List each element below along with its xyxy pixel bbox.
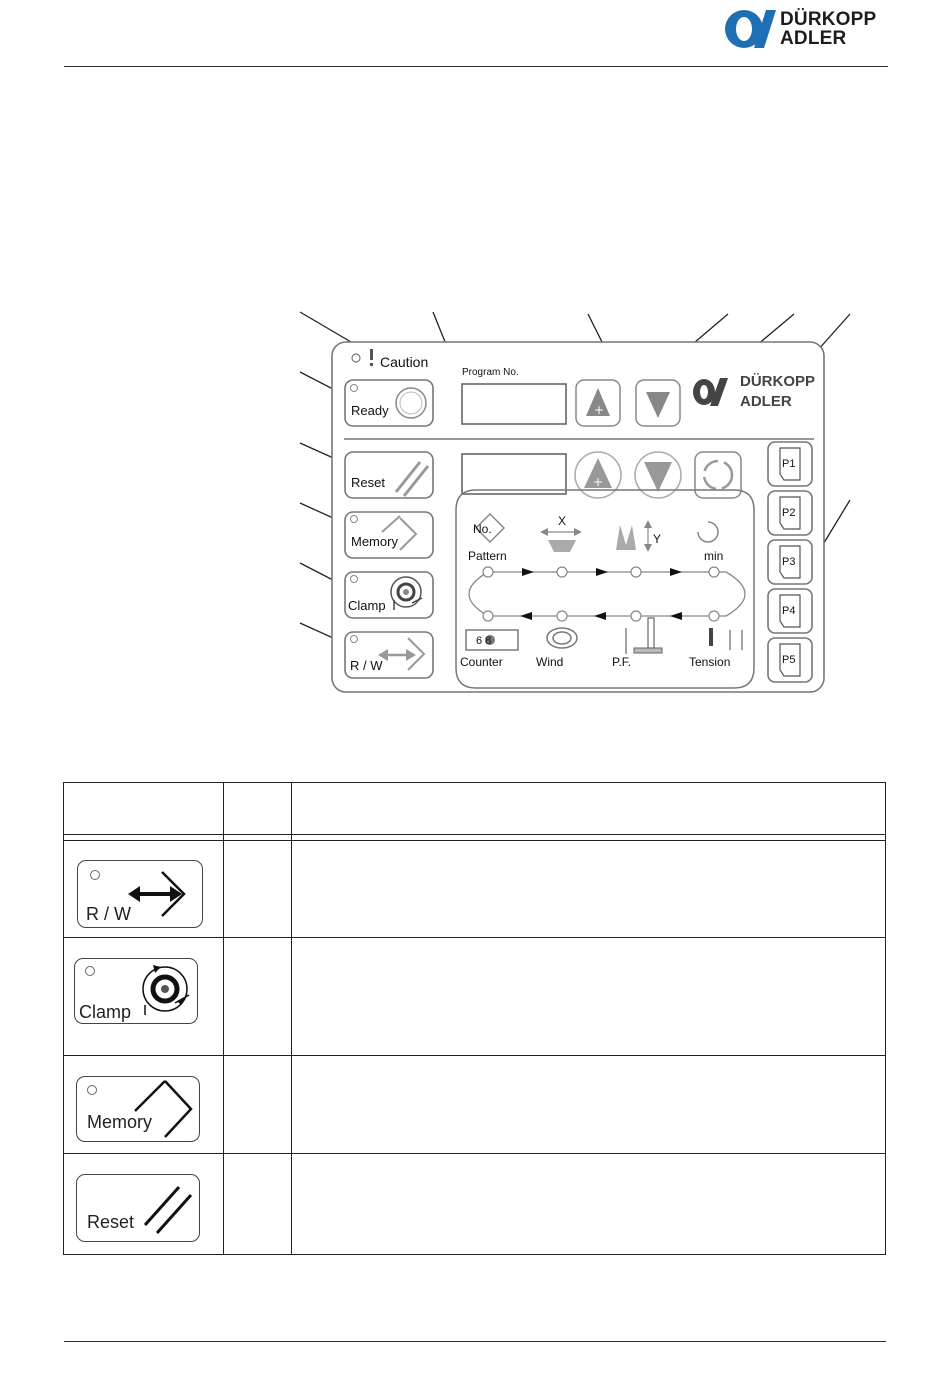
memory-key-led [87,1085,97,1095]
table-row [64,1056,886,1154]
svg-text:+: + [593,475,604,489]
program-no-label: Program No. [462,367,519,378]
row-description [292,841,886,938]
header-rule [64,66,888,67]
p5-key-label: P5 [782,654,796,666]
caution-label: Caution [380,354,429,370]
clamp-rotation-icon [135,961,195,1021]
svg-text:+: + [594,403,605,417]
brand-logo-mark-icon [724,8,776,50]
reset-key [76,1174,200,1242]
header-number [224,783,292,835]
brand-name [780,10,876,48]
clamp-key-label: Clamp [348,598,386,613]
rw-key [77,860,203,928]
key-image-cell [64,938,224,1056]
panel-brand [740,372,815,412]
memory-chevron-icon [131,1077,197,1141]
table-row [64,1154,886,1255]
brand-line-2: ADLER [780,28,847,49]
table-row [64,938,886,1056]
reset-key-label: Reset [351,475,385,490]
y-label: Y [653,532,662,546]
rw-key-led [90,870,100,880]
rw-key-text: R / W [86,904,131,924]
table-row [64,841,886,938]
memory-key-label: Memory [351,534,398,549]
reset-slashes-icon [139,1179,199,1239]
counter-digits: 6 8 [476,635,492,647]
caution-led [352,354,360,362]
key-description-table [63,782,886,1255]
clamp-key-text: Clamp [79,1002,132,1022]
reset-key-text: Reset [87,1212,135,1232]
pf-label: P.F. [612,655,632,669]
panel-brand-line-2: ADLER [740,393,792,410]
clamp-key [74,958,198,1024]
ready-label: Ready [351,403,389,418]
key-image-cell [64,1154,224,1255]
tension-label: Tension [689,655,731,669]
pattern-no-label: No. [473,522,492,536]
memory-key-text: Memory [87,1112,153,1132]
p1-key-label: P1 [782,458,796,470]
value-display [462,454,566,494]
rw-key-label: R / W [350,658,383,673]
panel-brand-line-1: DÜRKOPP [740,373,816,390]
p3-key-label: P3 [782,556,796,568]
pattern-label: Pattern [468,549,507,563]
brand-line-1: DÜRKOPP [780,9,877,30]
x-label: X [558,514,567,528]
header-description [292,783,886,835]
memory-key [76,1076,200,1142]
row-description [292,1056,886,1154]
key-image-cell [64,841,224,938]
row-number [224,938,292,1056]
min-label: min [704,549,724,563]
table-header-row [64,783,886,835]
row-number [224,1154,292,1255]
caution-exclamation-icon [370,349,373,360]
p4-key-label: P4 [782,605,796,617]
header-key [64,783,224,835]
row-description [292,938,886,1056]
read-write-arrows-icon [126,866,196,922]
control-panel-figure [290,300,860,700]
row-description [292,1154,886,1255]
wind-label: Wind [536,655,564,669]
footer-rule [64,1341,886,1342]
key-image-cell [64,1056,224,1154]
brand-logo [724,8,894,52]
p2-key-label: P2 [782,507,796,519]
control-panel-drawing [290,300,860,700]
row-number [224,841,292,938]
program-display [462,384,566,424]
clamp-key-led [85,966,95,976]
row-number [224,1056,292,1154]
counter-label: Counter [460,655,503,669]
